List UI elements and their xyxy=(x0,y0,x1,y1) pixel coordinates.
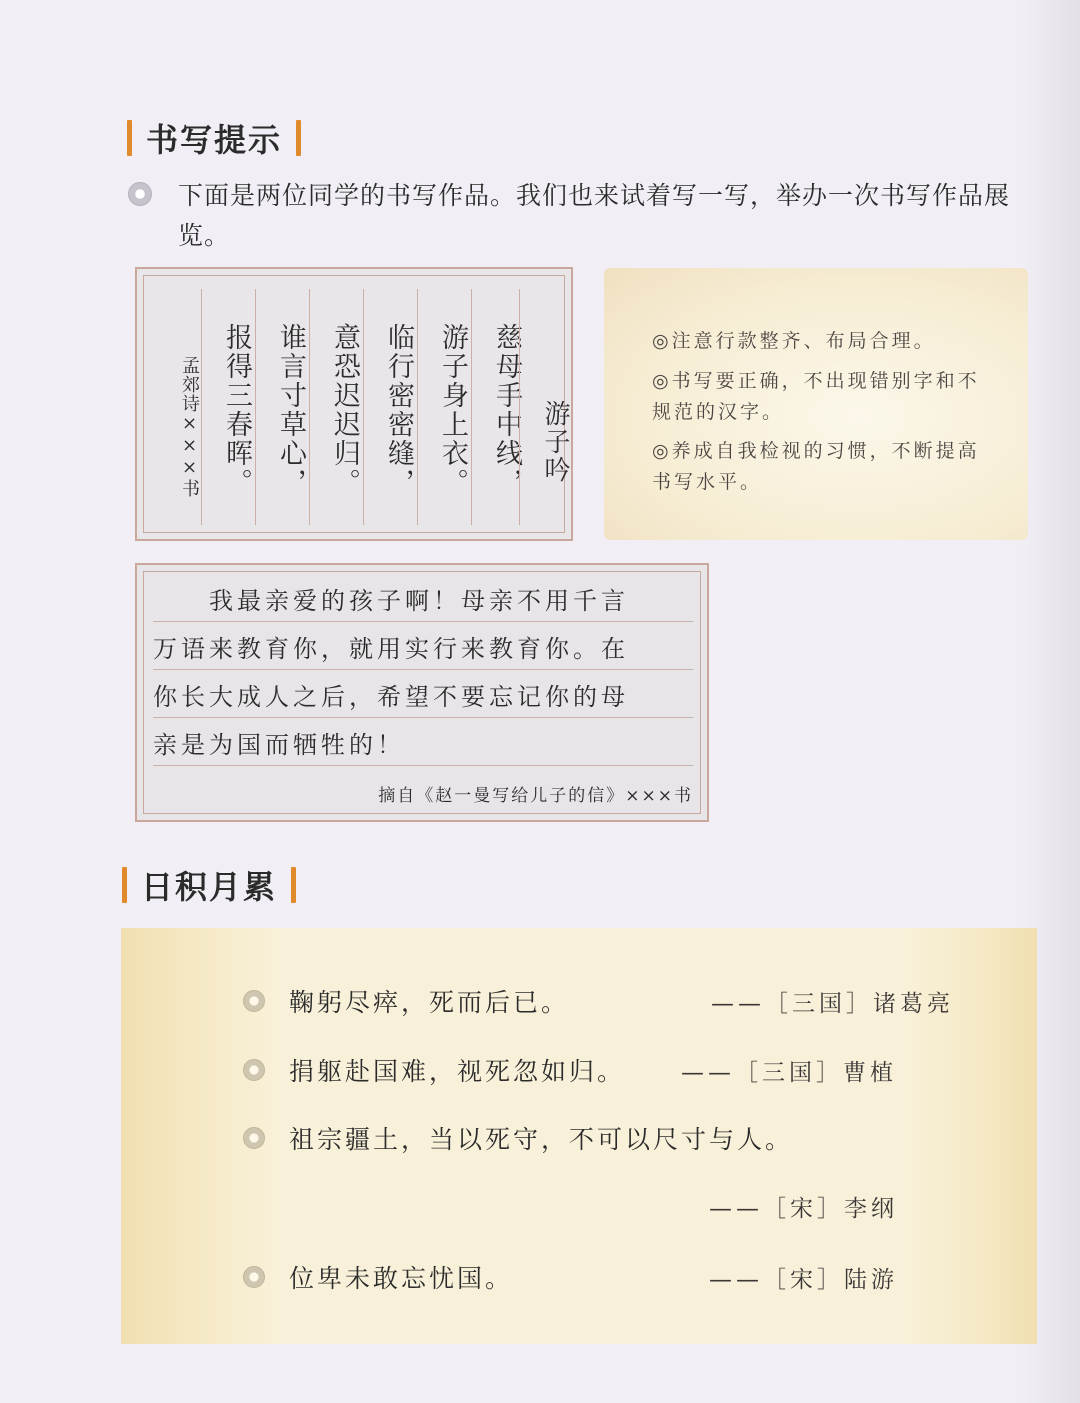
poem-title: 游子吟 xyxy=(519,289,573,525)
quote-text: 鞠躬尽瘁，死而后已。 xyxy=(289,988,570,1017)
heading-bar-left xyxy=(122,867,127,903)
quotes-panel xyxy=(121,928,1037,1344)
poem-line-2: 游子身上衣。 xyxy=(417,289,471,525)
section-title: 书写提示 xyxy=(146,121,283,159)
heading-bar-left xyxy=(127,120,132,156)
quote-text: 位卑未敢忘忧国。 xyxy=(289,1264,514,1293)
heading-bar-right xyxy=(296,120,301,156)
bullet-circle-icon xyxy=(243,1059,265,1081)
section-heading-daily-accumulation xyxy=(122,862,296,908)
quote-source: ——［三国］诸葛亮 xyxy=(711,991,954,1017)
writing-tips-panel xyxy=(604,268,1028,540)
poem-signature: 孟郊诗×××书 xyxy=(179,356,200,498)
poem-line-5: 谁言寸草心， xyxy=(255,289,309,525)
quote-text: 捐躯赴国难，视死忽如归。 xyxy=(289,1057,626,1086)
quote-text: 祖宗疆土，当以死守，不可以尺寸与人。 xyxy=(289,1125,794,1154)
bullet-circle-icon xyxy=(243,1266,265,1288)
bullet-circle-icon xyxy=(243,990,265,1012)
intro-paragraph: 下面是两位同学的书写作品。我们也来试着写一写，举办一次书写作品展览。 xyxy=(178,181,1011,250)
poem-calligraphy-sheet xyxy=(135,267,573,541)
bullet-circle-icon xyxy=(128,182,152,206)
letter-line-4: 亲是为国而牺牲的！ xyxy=(153,727,693,766)
quote-source: ——［宋］陆游 xyxy=(709,1267,898,1293)
heading-bar-right xyxy=(291,867,296,903)
section-heading-writing-tips xyxy=(127,115,301,161)
tip-item: ◎注意行款整齐、布局合理。 xyxy=(652,330,936,352)
bullet-circle-icon xyxy=(243,1127,265,1149)
letter-line-3: 你长大成人之后，希望不要忘记你的母 xyxy=(153,679,693,718)
letter-line-1: 我最亲爱的孩子啊！母亲不用千言 xyxy=(153,583,693,622)
poem-line-3: 临行密密缝， xyxy=(363,289,417,525)
tip-item: ◎书写要正确，不出现错别字和不规范的汉字。 xyxy=(652,370,980,423)
poem-line-6: 报得三春晖。 xyxy=(201,289,255,525)
tip-item: ◎养成自我检视的习惯，不断提高书写水平。 xyxy=(652,440,980,493)
poem-line-1: 慈母手中线， xyxy=(471,289,525,525)
quote-source: ——［三国］曹植 xyxy=(681,1060,897,1086)
quote-source: ——［宋］李纲 xyxy=(709,1196,898,1222)
letter-calligraphy-sheet xyxy=(135,563,709,822)
poem-line-4: 意恐迟迟归。 xyxy=(309,289,363,525)
letter-line-2: 万语来教育你，就用实行来教育你。在 xyxy=(153,631,693,670)
letter-signature: 摘自《赵一曼写给儿子的信》×××书 xyxy=(378,786,693,806)
section-title: 日积月累 xyxy=(141,868,278,906)
